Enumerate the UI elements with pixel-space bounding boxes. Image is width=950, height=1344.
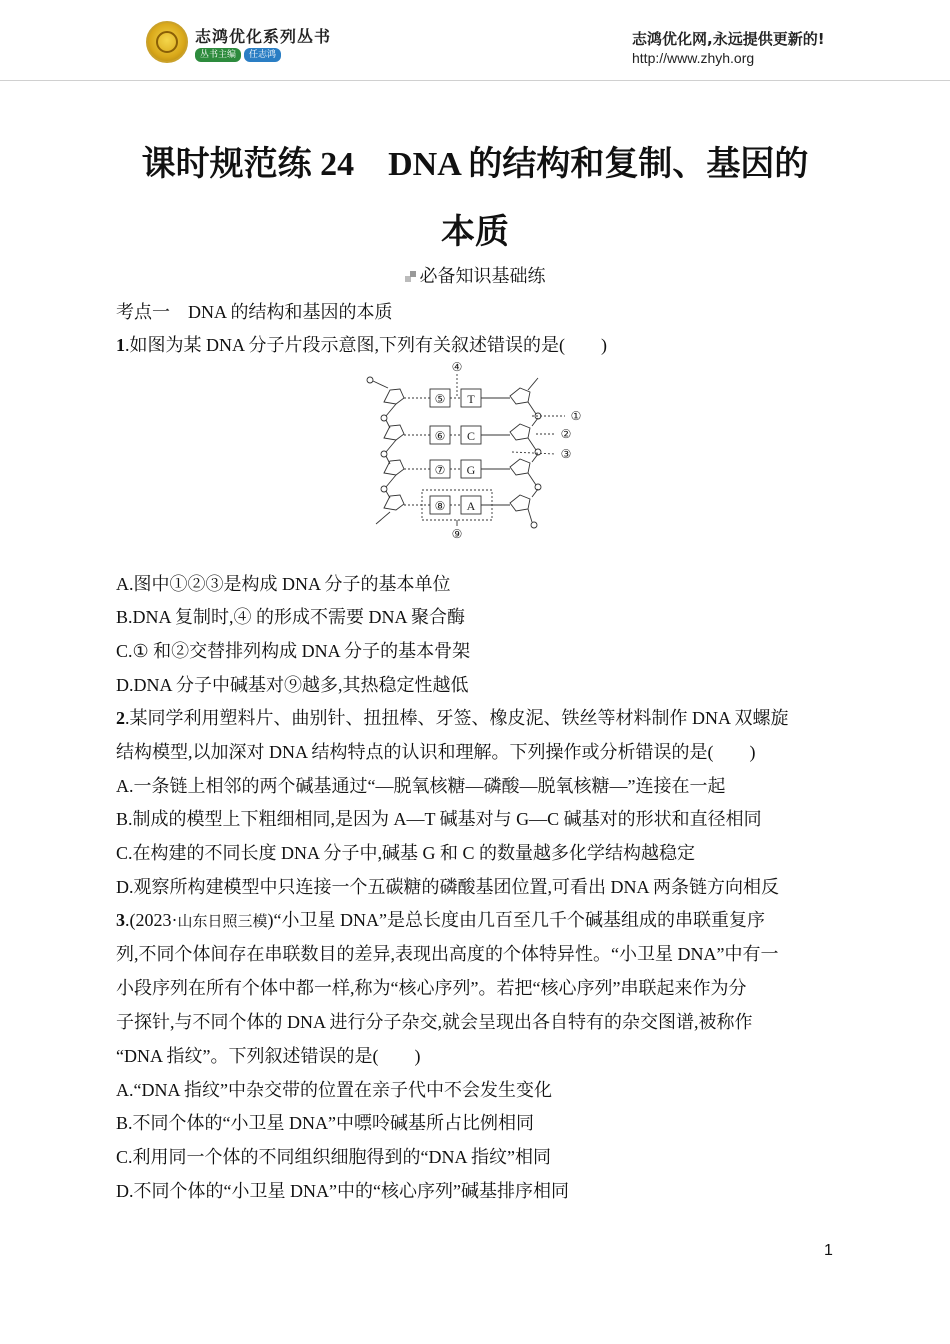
- q3-option-a: A.“DNA 指纹”中杂交带的位置在亲子代中不会发生变化: [116, 1080, 552, 1100]
- editor-tags: [195, 48, 281, 62]
- section-heading: 必备知识基础练: [0, 262, 950, 288]
- editor-name: 任志鸿: [244, 48, 281, 62]
- figure-base: C: [466, 429, 476, 443]
- question-2-stem-cont: 结构模型,以加深对 DNA 结构特点的认识和理解。下列操作或分析错误的是( ): [116, 742, 756, 762]
- question-3-stem: 3.(2023·山东日照三模)“小卫星 DNA”是总长度由几百至几千个碱基组成的串联重复序: [116, 910, 765, 930]
- page-number: 1: [824, 1242, 833, 1259]
- series-name: 志鸿优化系列丛书: [195, 27, 332, 46]
- page-title-line2: 本质: [441, 214, 509, 251]
- q2-option-a: A.一条链上相邻的两个碱基通过“—脱氧核糖—磷酸—脱氧核糖—”连接在一起: [116, 776, 726, 796]
- question-3-stem-cont: “DNA 指纹”。下列叙述错误的是( ): [116, 1046, 421, 1066]
- page-header: [0, 0, 950, 80]
- editor-tag: 丛书主编: [195, 48, 241, 62]
- figure-label: ⑥: [434, 429, 446, 443]
- q2-option-c: C.在构建的不同长度 DNA 分子中,碱基 G 和 C 的数量越多化学结构越稳定: [116, 843, 696, 863]
- q2-option-b: B.制成的模型上下粗细相同,是因为 A—T 碱基对与 G—C 碱基对的形状和直径相同: [116, 809, 762, 829]
- q3-option-b: B.不同个体的“小卫星 DNA”中嘌呤碱基所占比例相同: [116, 1113, 534, 1133]
- figure-label: ⑧: [434, 499, 446, 513]
- figure-label: ⑦: [434, 463, 446, 477]
- question-source: 山东日照三模: [177, 912, 268, 930]
- figure-label: ③: [560, 447, 572, 461]
- figure-base: A: [466, 499, 476, 513]
- q3-option-c: C.利用同一个体的不同组织细胞得到的“DNA 指纹”相同: [116, 1147, 551, 1167]
- figure-label: ①: [570, 409, 582, 423]
- site-url[interactable]: http://www.zhyh.org: [632, 50, 755, 66]
- page-title-line1: 课时规范练 24 DNA 的结构和复制、基因的: [141, 146, 809, 183]
- figure-label: ⑤: [434, 392, 446, 406]
- question-3-stem-cont: 小段序列在所有个体中都一样,称为“核心序列”。若把“核心序列”串联起来作为分: [116, 978, 747, 998]
- q3-option-d: D.不同个体的“小卫星 DNA”中的“核心序列”碱基排序相同: [116, 1181, 569, 1201]
- q1-option-b: B.DNA 复制时,④ 的形成不需要 DNA 聚合酶: [116, 607, 466, 627]
- question-1-stem: 1.如图为某 DNA 分子片段示意图,下列有关叙述错误的是( ): [116, 335, 607, 355]
- figure-base: G: [466, 463, 476, 477]
- question-2-stem: 2.某同学利用塑料片、曲别针、扭扭棒、牙签、橡皮泥、铁丝等材料制作 DNA 双螺旋: [116, 708, 789, 728]
- figure-label: ⑨: [451, 527, 463, 541]
- q2-option-d: D.观察所构建模型中只连接一个五碳糖的磷酸基团位置,可看出 DNA 两条链方向相反: [116, 877, 779, 897]
- q1-option-a: A.图中①②③是构成 DNA 分子的基本单位: [116, 574, 451, 594]
- dna-fragment-diagram: [360, 356, 600, 546]
- q1-option-d: D.DNA 分子中碱基对⑨越多,其热稳定性越低: [116, 675, 469, 695]
- section-marker-icon: [405, 271, 417, 283]
- question-3-stem-cont: 列,不同个体间存在串联数目的差异,表现出高度的个体特异性。“小卫星 DNA”中有一: [116, 944, 779, 964]
- knowledge-point: 考点一 DNA 的结构和基因的本质: [116, 302, 393, 322]
- figure-label: ②: [560, 427, 572, 441]
- header-divider: [0, 80, 950, 81]
- q1-option-c: C.① 和②交替排列构成 DNA 分子的基本骨架: [116, 641, 471, 661]
- book-seal-icon: [146, 21, 188, 63]
- figure-label: ④: [451, 360, 463, 374]
- site-slogan: 志鸿优化网,永远提供更新的!: [632, 30, 825, 48]
- figure-base: T: [467, 392, 475, 406]
- question-3-stem-cont: 子探针,与不同个体的 DNA 进行分子杂交,就会呈现出各自特有的杂交图谱,被称作: [116, 1012, 753, 1032]
